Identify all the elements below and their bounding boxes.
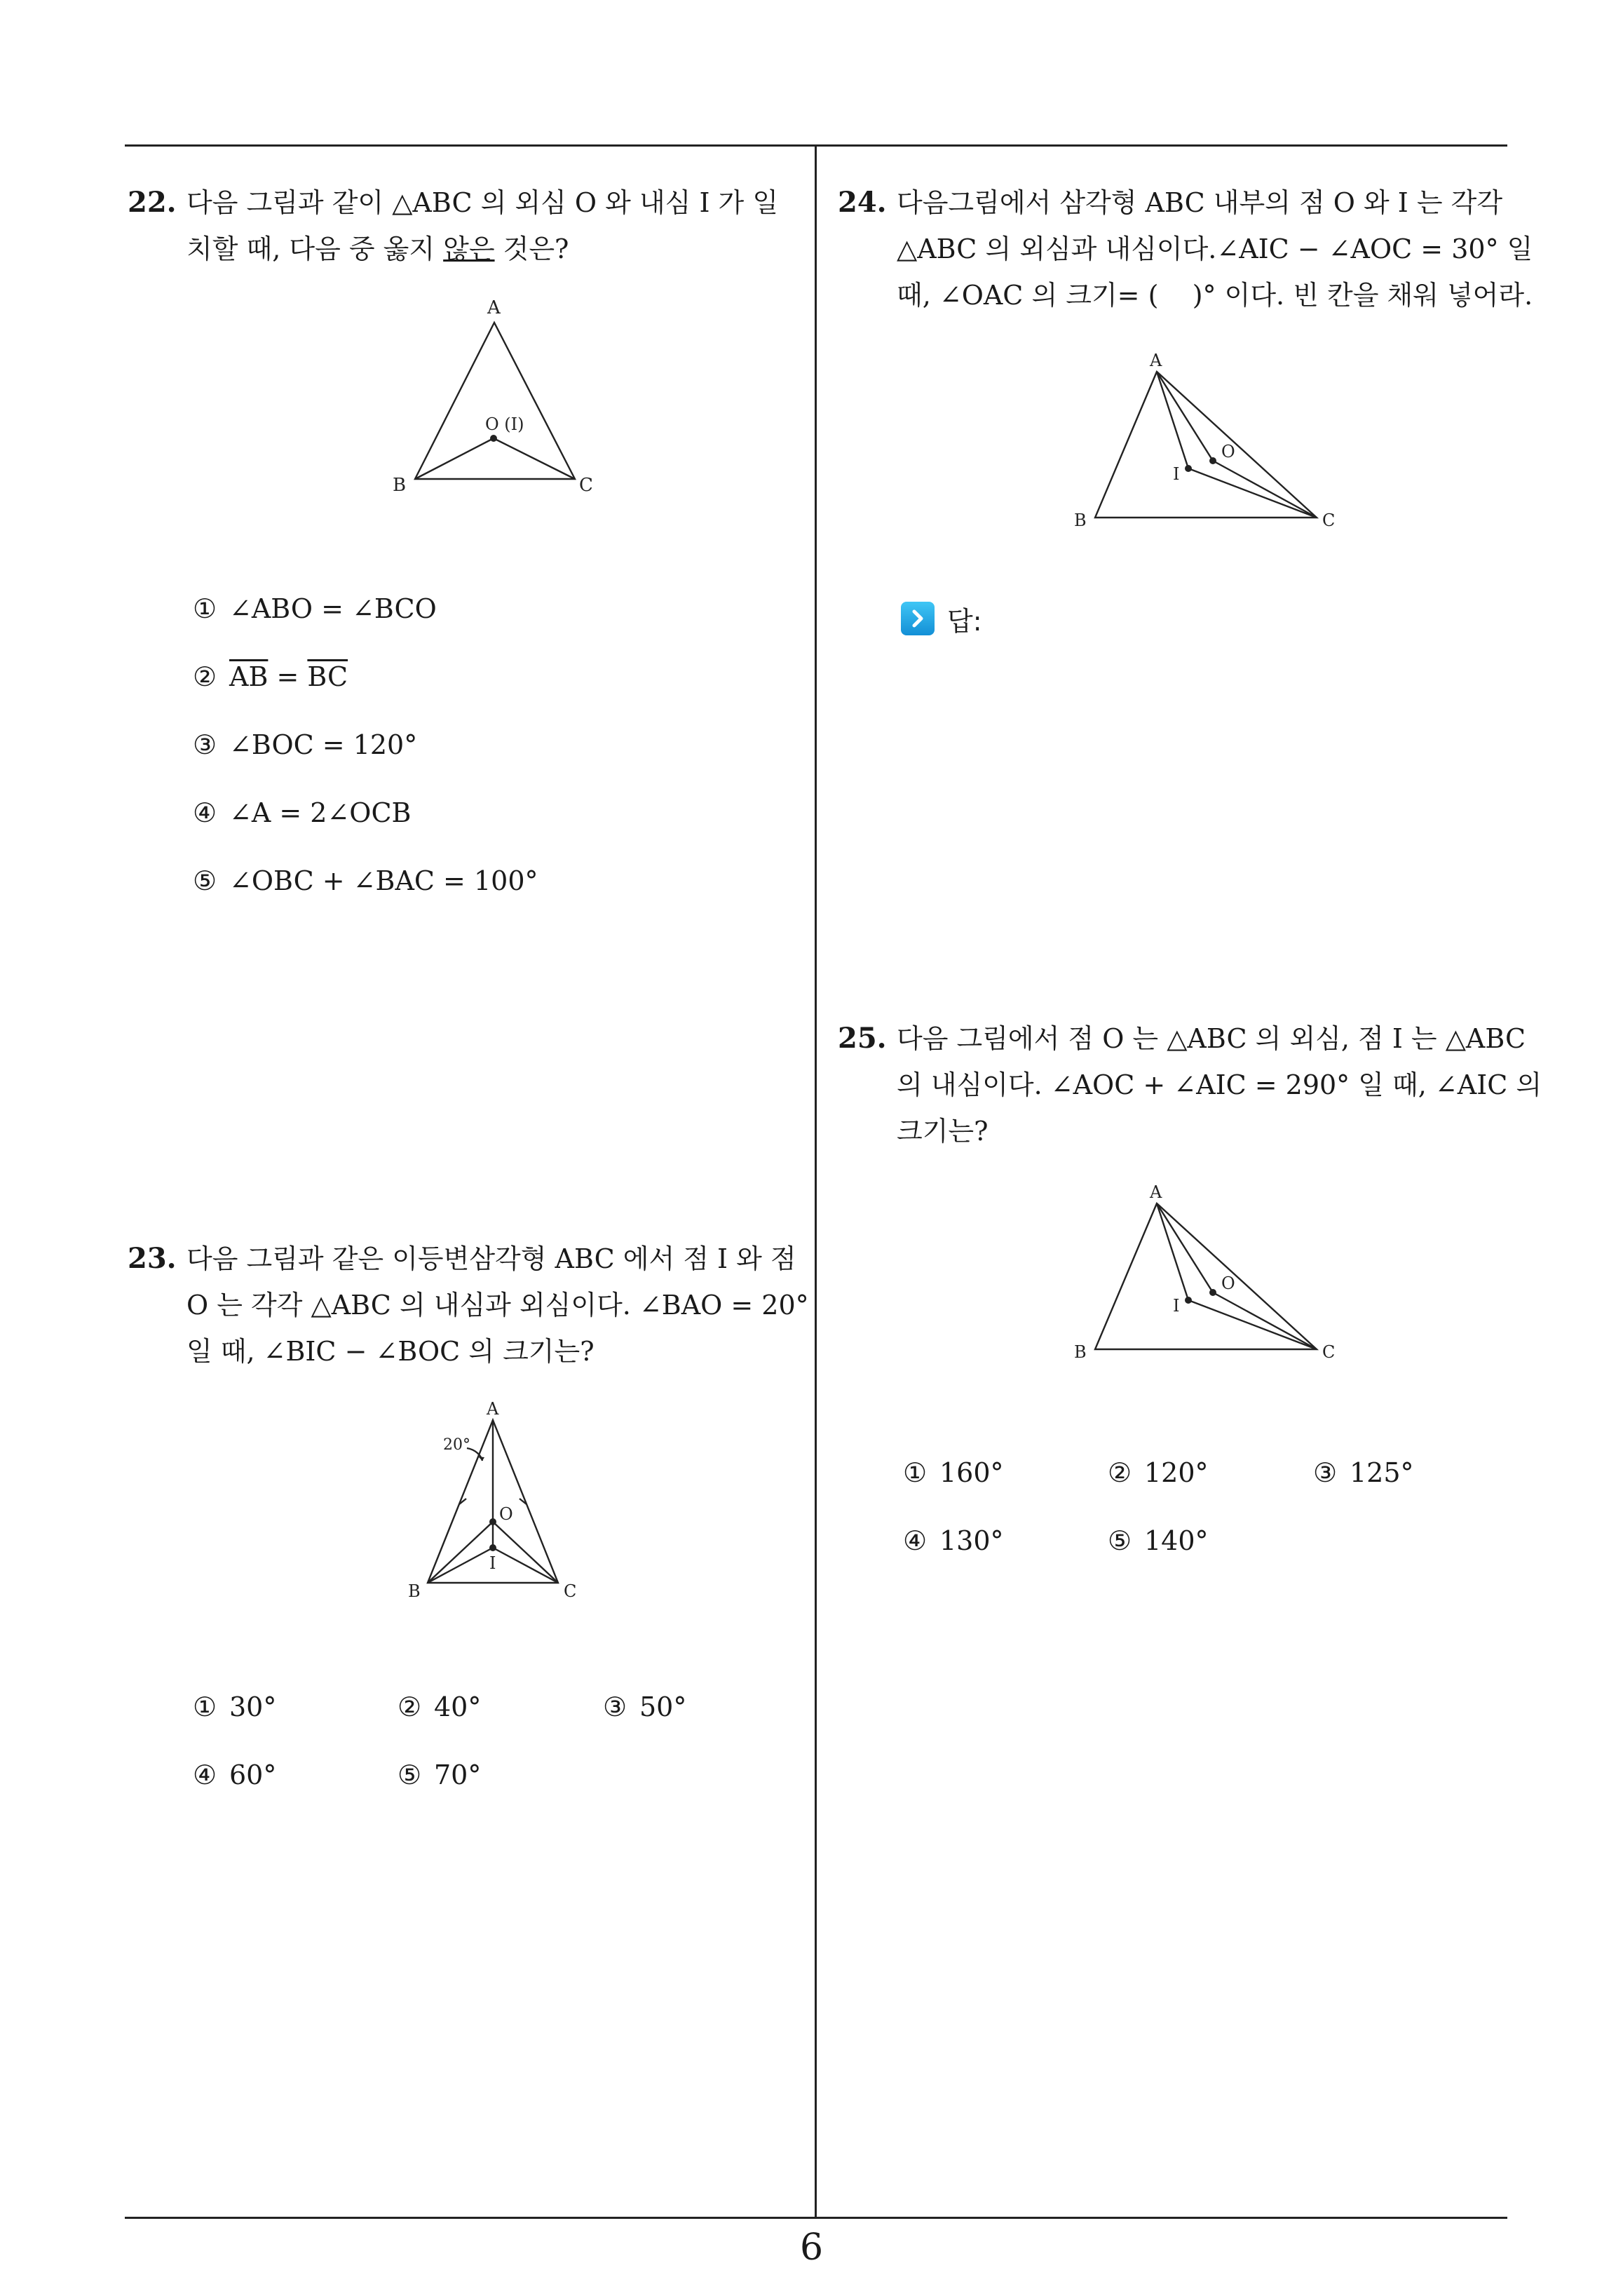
- choice-text: 30°: [229, 1691, 277, 1722]
- choice-mark: ⑤: [193, 865, 217, 896]
- choice-text: ∠A = 2∠OCB: [229, 797, 412, 828]
- bottom-rule: [125, 2217, 1507, 2219]
- choice-text: 120°: [1144, 1457, 1209, 1488]
- choice-23-4[interactable]: [193, 1760, 276, 1790]
- choice-22-2[interactable]: [193, 661, 348, 692]
- choice-text: 70°: [434, 1760, 482, 1790]
- choice-text: 125°: [1350, 1457, 1414, 1488]
- choice-mark: ③: [193, 729, 217, 760]
- question-line: [186, 226, 778, 272]
- center-label-oi: O (I): [485, 414, 524, 434]
- choice-text: 40°: [434, 1691, 482, 1722]
- question-line: 다음 그림과 같은 이등변삼각형 ABC 에서 점 I 와 점: [186, 1243, 796, 1274]
- figure-22: [365, 298, 617, 504]
- choice-25-5[interactable]: [1108, 1525, 1209, 1556]
- choice-mark: ⑤: [1108, 1525, 1132, 1556]
- choice-mark: ②: [1108, 1457, 1132, 1488]
- choice-mark: ④: [903, 1525, 928, 1556]
- choice-text: 140°: [1144, 1525, 1209, 1556]
- center-label-o: O: [1221, 1274, 1235, 1293]
- question-line: O 는 각각 △ABC 의 내심과 외심이다. ∠BAO = 20°: [186, 1290, 809, 1321]
- question-line: 다음그림에서 삼각형 ABC 내부의 점 O 와 I 는 각각: [897, 187, 1503, 218]
- question-line: 크기는?: [897, 1116, 989, 1147]
- center-label-i: I: [1173, 464, 1180, 484]
- figure-25: [1066, 1182, 1346, 1368]
- choice-mark: ⑤: [398, 1760, 422, 1790]
- question-line: 다음 그림에서 점 O 는 △ABC 의 외심, 점 I 는 △ABC: [897, 1023, 1526, 1054]
- choice-22-4[interactable]: [193, 797, 411, 828]
- figure-23: [393, 1399, 603, 1605]
- question-line-part: 것은?: [494, 234, 569, 264]
- choice-text: ∠ABO = ∠BCO: [229, 593, 437, 624]
- choice-23-1[interactable]: [193, 1691, 276, 1722]
- question-text: [186, 1236, 809, 1375]
- column-divider: [815, 144, 817, 2219]
- question-text: [186, 180, 778, 272]
- answer-field-24[interactable]: [901, 600, 982, 637]
- angle-label: 20°: [443, 1436, 470, 1454]
- choice-text: =: [268, 661, 308, 692]
- question-24: [838, 180, 1533, 318]
- choice-22-3[interactable]: [193, 729, 417, 760]
- choice-mark: ④: [193, 797, 217, 828]
- emphasis-text: 않은: [443, 234, 495, 264]
- choice-mark: ②: [193, 661, 217, 692]
- figure-24: [1066, 351, 1346, 536]
- question-line: 때, ∠OAC 의 크기= ( )° 이다. 빈 칸을 채워 넣어라.: [897, 280, 1533, 311]
- question-line: 다음 그림과 같이 △ABC 의 외심 O 와 내심 I 가 일: [186, 187, 779, 218]
- choice-text: ∠OBC + ∠BAC = 100°: [229, 865, 538, 896]
- question-text: [897, 180, 1533, 318]
- question-number: 22.: [128, 186, 177, 219]
- question-number: 25.: [838, 1022, 887, 1055]
- choice-mark: ④: [193, 1760, 217, 1790]
- choice-mark: ③: [603, 1691, 627, 1722]
- choice-25-1[interactable]: [903, 1457, 1004, 1488]
- vertex-label-b: B: [408, 1581, 421, 1601]
- choice-23-3[interactable]: [603, 1691, 686, 1722]
- vertex-label-c: C: [579, 475, 593, 496]
- question-23: [128, 1236, 809, 1375]
- vertex-label-c: C: [564, 1581, 577, 1601]
- vertex-label-c: C: [1322, 511, 1336, 530]
- vertex-label-b: B: [1074, 511, 1087, 530]
- question-text: [897, 1015, 1542, 1154]
- center-label-i: I: [489, 1553, 496, 1573]
- question-22: [128, 180, 778, 272]
- choice-23-5[interactable]: [398, 1760, 481, 1790]
- choice-text: 130°: [939, 1525, 1004, 1556]
- vertex-label-a: A: [487, 1399, 499, 1419]
- choice-22-1[interactable]: [193, 593, 437, 624]
- vertex-label-c: C: [1322, 1342, 1336, 1362]
- choice-mark: ②: [398, 1691, 422, 1722]
- question-number: 24.: [838, 186, 887, 219]
- question-25: [838, 1015, 1542, 1154]
- question-number: 23.: [128, 1242, 177, 1275]
- choice-text: ∠BOC = 120°: [229, 729, 418, 760]
- choice-mark: ①: [193, 1691, 217, 1722]
- center-label-o: O: [499, 1504, 513, 1524]
- vertex-label-a: A: [1150, 1182, 1162, 1202]
- choice-25-2[interactable]: [1108, 1457, 1209, 1488]
- chevron-right-icon: [901, 602, 935, 635]
- vertex-label-a: A: [1150, 351, 1162, 370]
- question-line: △ABC 의 외심과 내심이다.∠AIC − ∠AOC = 30° 일: [897, 234, 1533, 264]
- choice-text: 50°: [639, 1691, 687, 1722]
- choice-22-5[interactable]: [193, 865, 538, 896]
- answer-label: 답:: [947, 605, 982, 637]
- question-line-part: 치할 때, 다음 중 옳지: [186, 234, 444, 264]
- choice-mark: ①: [903, 1457, 928, 1488]
- question-line: 의 내심이다. ∠AOC + ∠AIC = 290° 일 때, ∠AIC 의: [897, 1069, 1542, 1100]
- vertex-label-b: B: [393, 475, 407, 496]
- choice-text: 60°: [229, 1760, 277, 1790]
- choice-25-4[interactable]: [903, 1525, 1004, 1556]
- segment-ab: $\overline{AB}$: [229, 661, 269, 692]
- center-label-o: O: [1221, 442, 1235, 461]
- question-line: 일 때, ∠BIC − ∠BOC 의 크기는?: [186, 1336, 595, 1367]
- segment-bc: $\overline{BC}$: [307, 661, 348, 692]
- page-number: 6: [799, 2227, 824, 2269]
- choice-25-3[interactable]: [1313, 1457, 1414, 1488]
- center-label-i: I: [1173, 1296, 1180, 1316]
- choice-mark: ③: [1313, 1457, 1338, 1488]
- choice-23-2[interactable]: [398, 1691, 481, 1722]
- choice-text: 160°: [939, 1457, 1004, 1488]
- vertex-label-a: A: [487, 298, 501, 318]
- choice-mark: ①: [193, 593, 217, 624]
- vertex-label-b: B: [1074, 1342, 1087, 1362]
